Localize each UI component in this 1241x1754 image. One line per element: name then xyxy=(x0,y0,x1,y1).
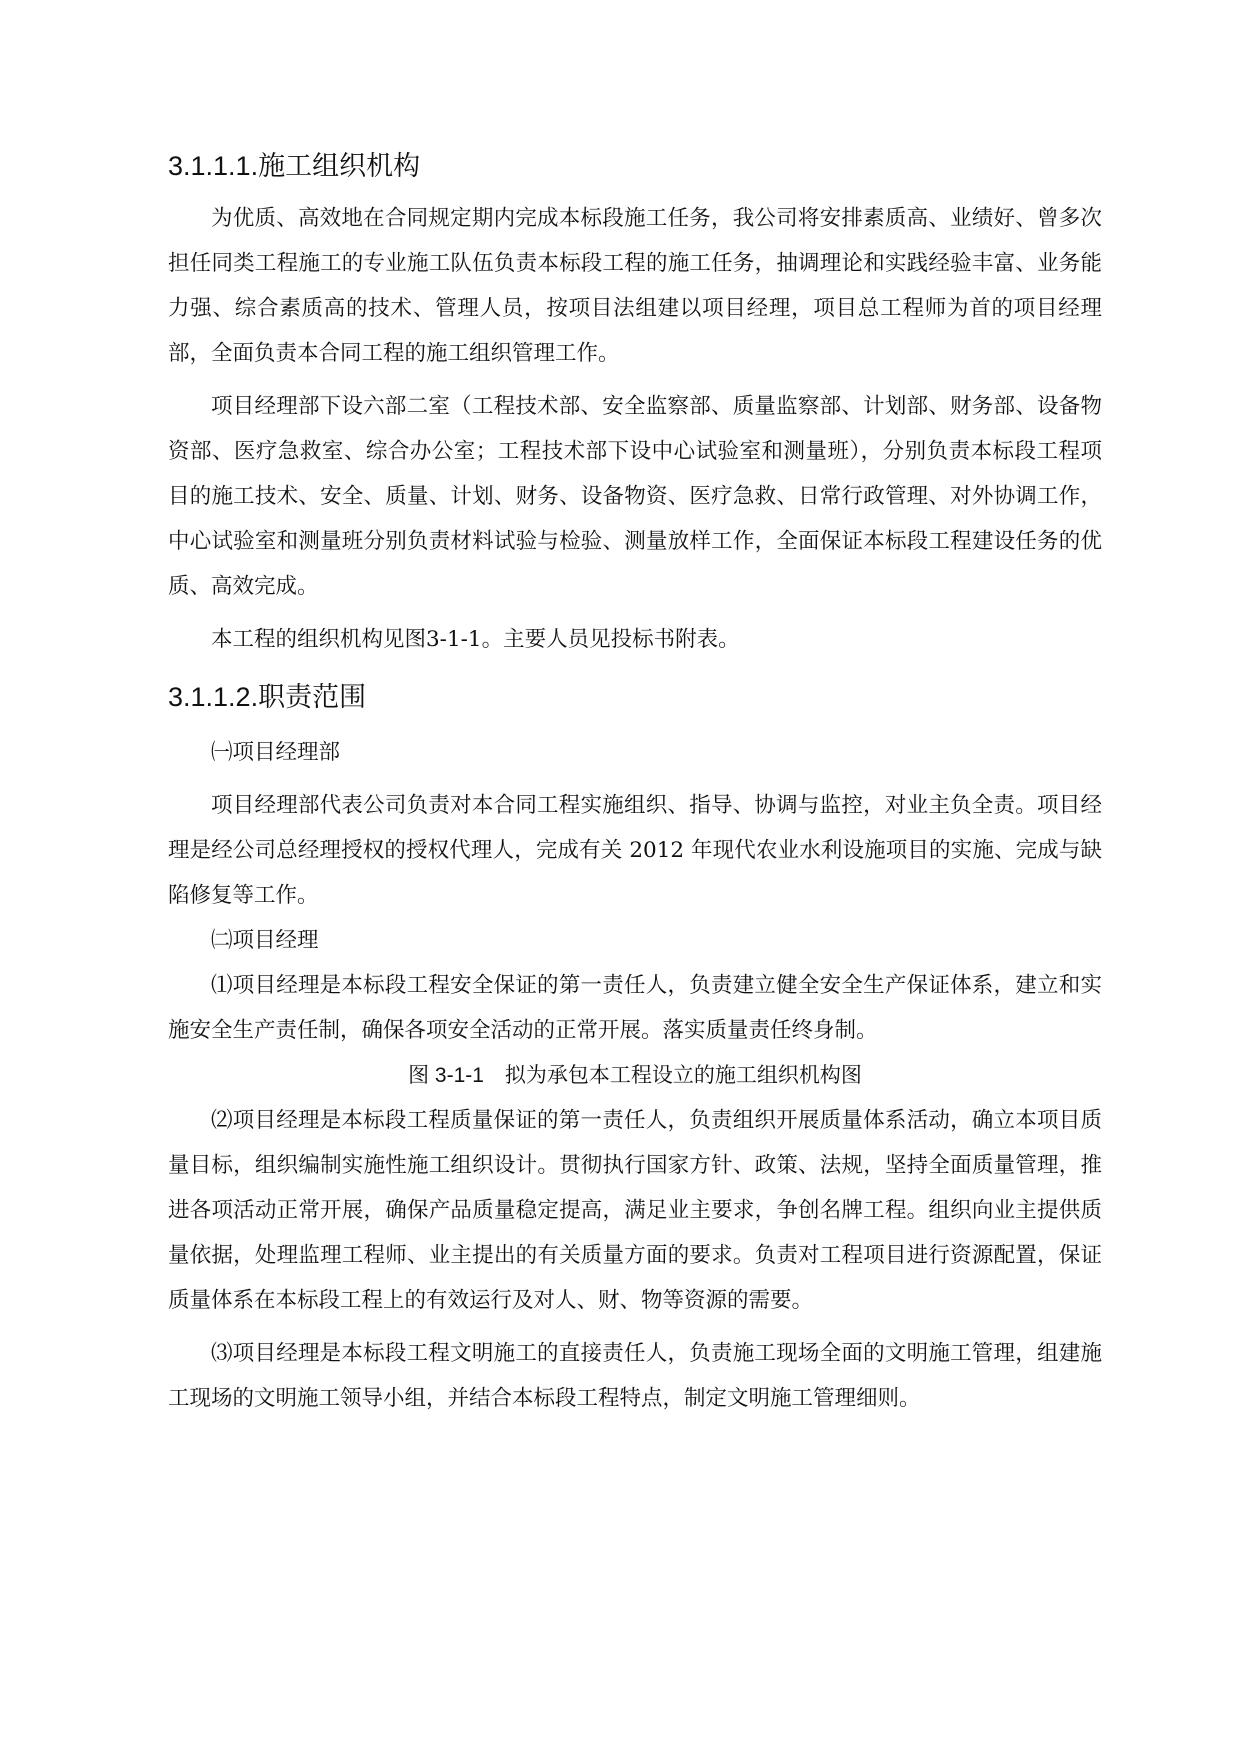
figure-caption: 图 3-1-1 拟为承包本工程设立的施工组织机构图 xyxy=(408,1063,862,1087)
paragraph: ⑶项目经理是本标段工程文明施工的直接责任人，负责施工现场全面的文明施工管理，组建施工现场的文明施工领导小组，并结合本标段工程特点，制定文明施工管理细则。 xyxy=(168,1340,1102,1411)
subheading: ㈡项目经理 xyxy=(211,927,319,953)
paragraph: ⑵项目经理是本标段工程质量保证的第一责任人，负责组织开展质量体系活动，确立本项目质量目标，组织编制实施性施工组织设计。贯彻执行国家方针、政策、法规，坚持全面质量管理，推进各项活动正常开展，确保产品质量稳定提高，满足业主要求，争创名牌工程。组织向业主提供质量依据，处理监理工程师、业主提出的有关质量方面的要求。负责对工程项目进行资源配置，保证质量体系在本标段工程上的有效运行及对人、财、物等资源的需要。 xyxy=(168,1107,1102,1313)
paragraph: 为优质、高效地在合同规定期内完成本标段施工任务，我公司将安排素质高、业绩好、曾多次担任同类工程施工的专业施工队伍负责本标段工程的施工任务，抽调理论和实践经验丰富、业务能力强、综合素质高的技术、管理人员，按项目法组建以项目经理，项目总工程师为首的项目经理部，全面负责本合同工程的施工组织管理工作。 xyxy=(168,206,1102,367)
paragraph: 项目经理部代表公司负责对本合同工程实施组织、指导、协调与监控，对业主负全责。项目经理是经公司总经理授权的授权代理人，完成有关 2012 年现代农业水利设施项目的实施、完成与缺陷修复等工作。 xyxy=(168,792,1102,908)
section-heading-organization: 3.1.1.1.施工组织机构 xyxy=(168,151,421,181)
subheading: ㈠项目经理部 xyxy=(211,739,341,765)
paragraph: ⑴项目经理是本标段工程安全保证的第一责任人，负责建立健全安全生产保证体系，建立和实施安全生产责任制，确保各项安全活动的正常开展。落实质量责任终身制。 xyxy=(168,972,1102,1043)
paragraph: 项目经理部下设六部二室（工程技术部、安全监察部、质量监察部、计划部、财务部、设备物资部、医疗急救室、综合办公室；工程技术部下设中心试验室和测量班），分别负责本标段工程项目的施工技术、安全、质量、计划、财务、设备物资、医疗急救、日常行政管理、对外协调工作，中心试验室和测量班分别负责材料试验与检验、测量放样工作，全面保证本标段工程建设任务的优质、高效完成。 xyxy=(168,394,1102,600)
document-page xyxy=(168,150,1102,1421)
paragraph: 本工程的组织机构见图3-1-1。主要人员见投标书附表。 xyxy=(211,627,740,653)
section-heading-responsibilities: 3.1.1.2.职责范围 xyxy=(168,682,367,713)
